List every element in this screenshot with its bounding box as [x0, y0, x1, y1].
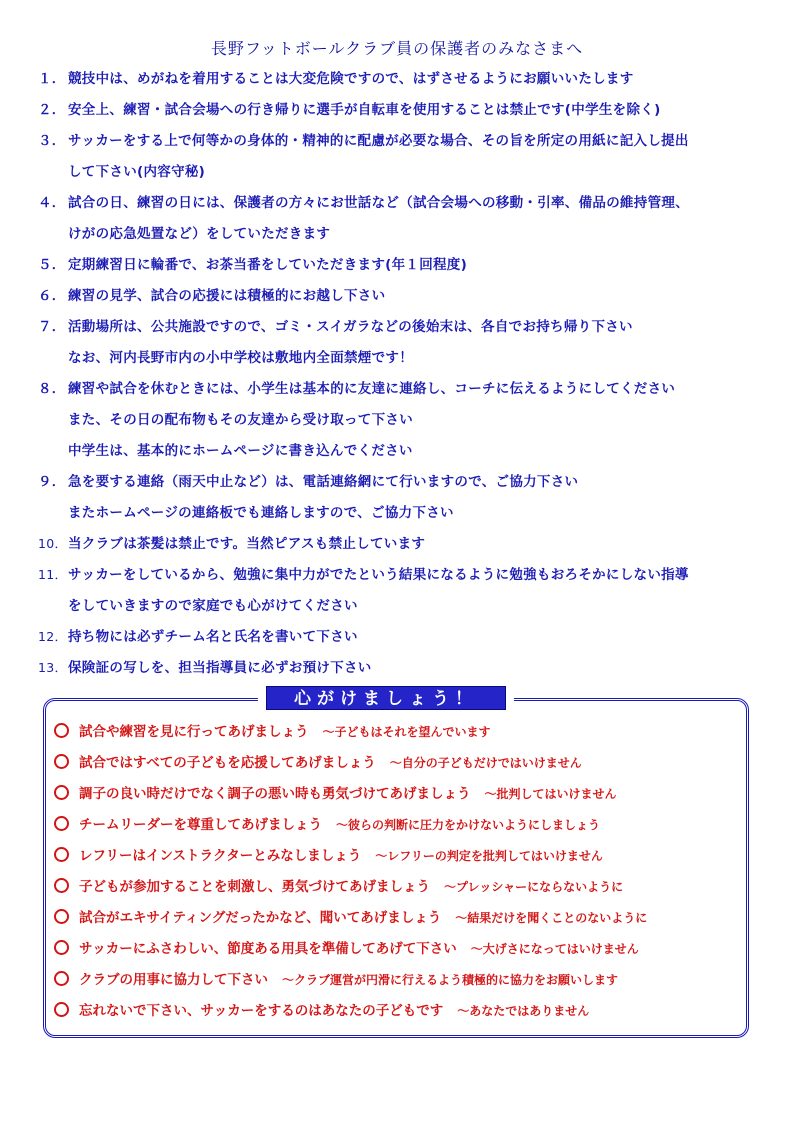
tip-item: [54, 718, 744, 749]
rule-number: ９．: [38, 474, 66, 490]
circle-bullet-icon: [54, 816, 69, 831]
rule-text: して下さい(内容守秘): [68, 164, 206, 180]
rule-text: 持ち物には必ずチーム名と氏名を書いて下さい: [68, 629, 358, 645]
rule-item: [38, 314, 778, 345]
rule-text: 保険証の写しを、担当指導員に必ずお預け下さい: [68, 660, 372, 676]
tip-item: [54, 811, 744, 842]
rule-continuation: [38, 345, 778, 376]
tips-box-title: 心がけましょう！: [266, 686, 506, 710]
rule-item: [38, 469, 778, 500]
tip-note-text: ～子どもはそれを望んでいます: [322, 725, 491, 739]
rule-text: をしていきますので家庭でも心がけてください: [68, 598, 358, 614]
tip-note-text: ～大げさになってはいけません: [470, 942, 639, 956]
tip-note-text: ～自分の子どもだけではいけません: [389, 756, 582, 770]
circle-bullet-icon: [54, 723, 69, 738]
rule-number: ３．: [38, 133, 66, 149]
rule-item: [38, 624, 778, 655]
tip-note-text: ～彼らの判断に圧力をかけないようにしましょう: [336, 818, 601, 832]
tips-box-header: [258, 686, 514, 712]
circle-bullet-icon: [54, 878, 69, 893]
tips-list: [54, 718, 744, 1028]
tip-main-text: サッカーにふさわしい、節度ある用具を準備してあげて下さい: [79, 941, 457, 957]
circle-bullet-icon: [54, 754, 69, 769]
tip-item: [54, 780, 744, 811]
rule-number: ２．: [38, 102, 66, 118]
circle-bullet-icon: [54, 847, 69, 862]
tip-note-text: ～批判してはいけません: [484, 787, 617, 801]
rule-text: 当クラブは茶髪は禁止です。当然ピアスも禁止しています: [68, 536, 426, 552]
tip-item: [54, 749, 744, 780]
rule-continuation: [38, 438, 778, 469]
rule-continuation: [38, 500, 778, 531]
rule-item: [38, 97, 778, 128]
rule-continuation: [38, 221, 778, 252]
rule-text: 競技中は、めがねを着用することは大変危険ですので、はずさせるようにお願いいたします: [68, 71, 634, 87]
tip-main-text: 試合がエキサイティングだったかなど、聞いてあげましょう: [79, 910, 442, 926]
tip-note-text: ～あなたではありません: [457, 1004, 590, 1018]
tip-note-text: ～レフリーの判定を批判してはいけません: [375, 849, 603, 863]
tip-main-text: 試合や練習を見に行ってあげましょう: [79, 724, 309, 740]
rule-number: 12．: [38, 629, 68, 644]
rule-item: [38, 283, 778, 314]
rule-item: [38, 190, 778, 221]
tip-main-text: 子どもが参加することを刺激し、勇気づけてあげましょう: [79, 879, 430, 895]
rule-number: 13．: [38, 660, 68, 675]
rule-continuation: [38, 407, 778, 438]
rule-text: 試合の日、練習の日には、保護者の方々にお世話など（試合会場への移動・引率、備品の維持管理、: [68, 195, 689, 211]
rule-text: なお、河内長野市内の小中学校は敷地内全面禁煙です！: [68, 350, 413, 366]
circle-bullet-icon: [54, 785, 69, 800]
rule-number: 11．: [38, 567, 68, 582]
rule-item: [38, 376, 778, 407]
tip-item: [54, 966, 744, 997]
tip-item: [54, 997, 744, 1028]
rule-text: 練習の見学、試合の応援には積極的にお越し下さい: [68, 288, 386, 304]
rule-item: [38, 128, 778, 159]
tip-item: [54, 873, 744, 904]
tip-item: [54, 935, 744, 966]
tip-note-text: ～プレッシャーにならないように: [444, 880, 624, 894]
rule-text: サッカーをする上で何等かの身体的・精神的に配慮が必要な場合、その旨を所定の用紙に記入し提出: [68, 133, 689, 149]
tip-note-text: ～結果だけを聞くことのないように: [455, 911, 648, 925]
circle-bullet-icon: [54, 1002, 69, 1017]
rule-text: また、その日の配布物もその友達から受け取って下さい: [68, 412, 413, 428]
tip-main-text: 忘れないで下さい、サッカーをするのはあなたの子どもです: [79, 1003, 444, 1019]
rule-continuation: [38, 593, 778, 624]
tip-item: [54, 842, 744, 873]
rule-text: 活動場所は、公共施設ですので、ゴミ・スイガラなどの後始末は、各自でお持ち帰り下さい: [68, 319, 633, 335]
rule-number: ４．: [38, 195, 66, 211]
circle-bullet-icon: [54, 940, 69, 955]
rule-number: ６．: [38, 288, 66, 304]
rule-number: １．: [38, 71, 66, 87]
tip-main-text: クラブの用事に協力して下さい: [79, 972, 268, 988]
rule-item: [38, 562, 778, 593]
rule-item: [38, 252, 778, 283]
tip-main-text: 調子の良い時だけでなく調子の悪い時も勇気づけてあげましょう: [79, 786, 471, 802]
rule-text: 急を要する連絡（雨天中止など）は、電話連絡網にて行いますので、ご協力下さい: [68, 474, 579, 490]
tip-main-text: チームリーダーを尊重してあげましょう: [79, 817, 322, 833]
circle-bullet-icon: [54, 971, 69, 986]
rule-text: またホームページの連絡板でも連絡しますので、ご協力下さい: [68, 505, 454, 521]
rule-number: ８．: [38, 381, 66, 397]
tip-main-text: 試合ではすべての子どもを応援してあげましょう: [79, 755, 376, 771]
rule-item: [38, 531, 778, 562]
rule-text: 安全上、練習・試合会場への行き帰りに選手が自転車を使用することは禁止です(中学生を除く): [68, 102, 661, 118]
rule-text: サッカーをしているから、勉強に集中力がでたという結果になるように勉強もおろそかにしない指導: [68, 567, 689, 583]
rule-text: 練習や試合を休むときには、小学生は基本的に友達に連絡し、コーチに伝えるようにしてください: [68, 381, 676, 397]
tip-main-text: レフリーはインストラクターとみなしましょう: [79, 848, 362, 864]
rule-continuation: [38, 159, 778, 190]
rule-text: 中学生は、基本的にホームページに書き込んでください: [68, 443, 413, 459]
tip-note-text: ～クラブ運営が円滑に行えるよう積極的に協力をお願いします: [282, 973, 619, 987]
rule-text: 定期練習日に輪番で、お茶当番をしていただきます(年１回程度): [68, 257, 468, 273]
rule-number: ７．: [38, 319, 66, 335]
tip-item: [54, 904, 744, 935]
rule-item: [38, 655, 778, 686]
circle-bullet-icon: [54, 909, 69, 924]
rule-number: ５．: [38, 257, 66, 273]
rule-number: 10．: [38, 536, 68, 551]
rules-list: [38, 66, 778, 686]
rule-item: [38, 66, 778, 97]
rule-text: けがの応急処置など）をしていただきます: [68, 226, 331, 242]
page-title: 長野フットボールクラブ員の保護者のみなさまへ: [210, 39, 584, 58]
